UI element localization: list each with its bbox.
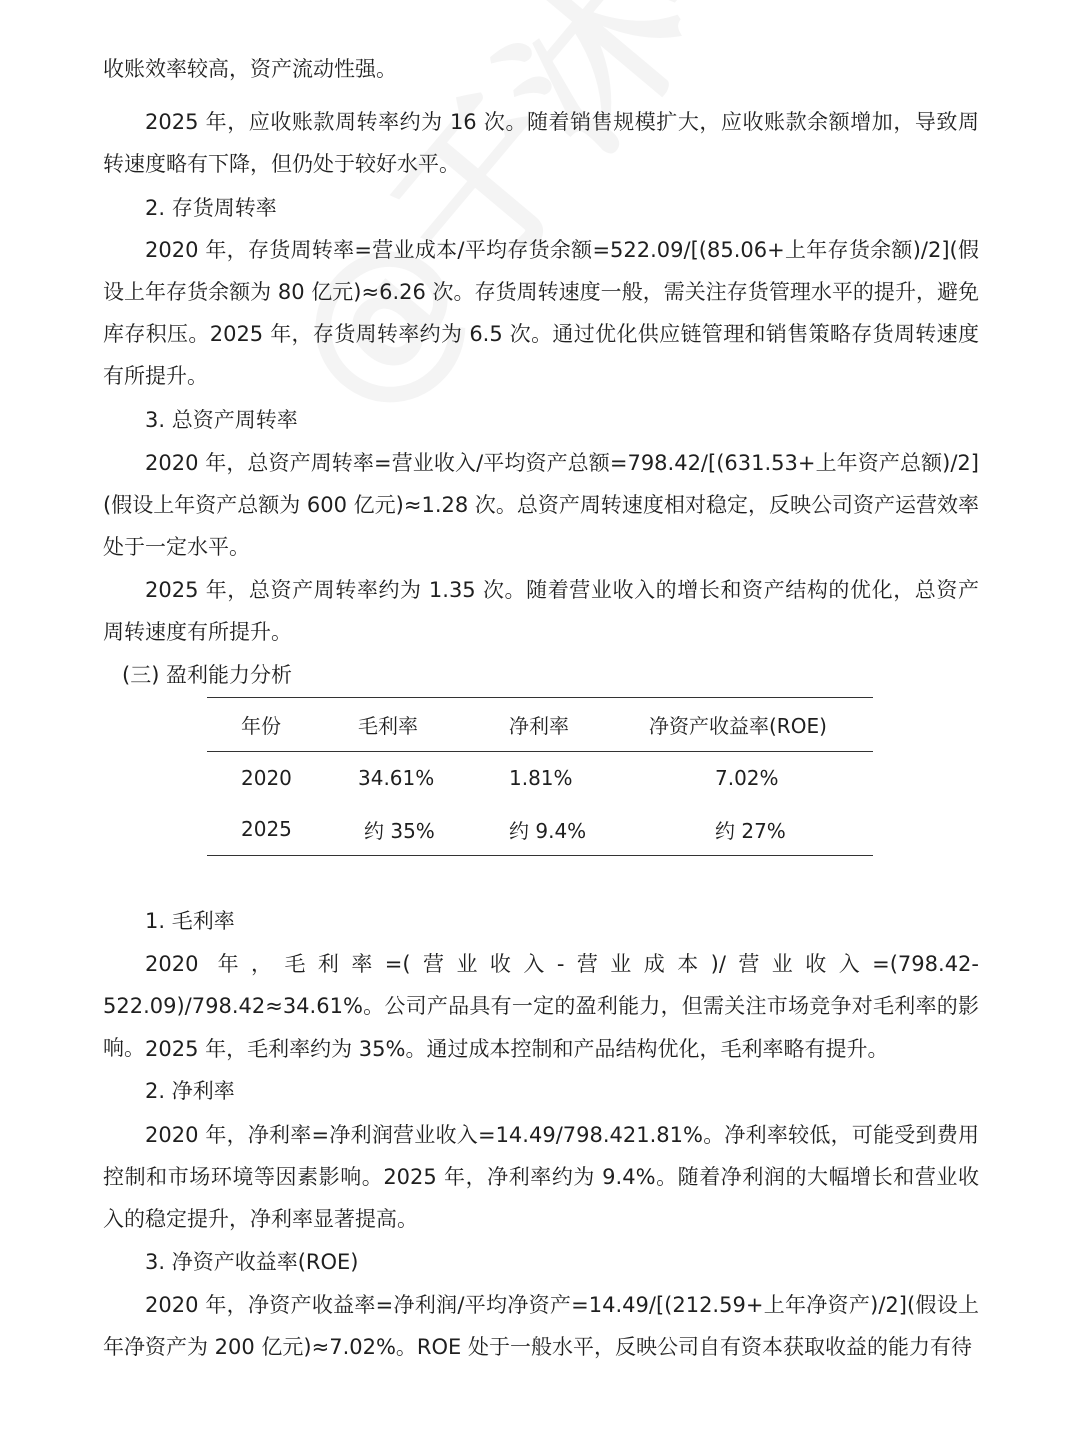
table-cell-gross-margin: 34.61%: [358, 765, 435, 790]
table-cell-year: 2025: [241, 817, 292, 842]
paragraph-net-margin: 2020 年，净利率=净利润营业收入=14.49/798.421.81%。净利率较低，可能受到费用控制和市场环境等因素影响。2025 年，净利率约为 9.4%。随着净利润的大幅增长和营业收入的稳定提升，净利率显著提高。: [103, 1123, 979, 1231]
table-cell-net-margin: 约 9.4%: [509, 818, 587, 843]
column-header-net-margin: 净利率: [509, 714, 569, 738]
table-cell-net-margin: 1.81%: [509, 765, 573, 790]
heading-net-margin: 2. 净利率: [145, 1079, 235, 1103]
table-cell-gross-margin: 约 35%: [364, 818, 435, 843]
heading-profitability-analysis: (三) 盈利能力分析: [122, 663, 293, 687]
profitability-table: [207, 697, 873, 856]
paragraph-gross-margin-2020: 2020 年，毛利率=(营业收入-营业成本)/营业收入=(798.42-522.09)/798.42≈34.61%。公司产品具有一定的盈利能力，但需关注市场竞争对毛利率的影响。: [103, 952, 979, 1060]
column-header-gross-margin: 毛利率: [358, 714, 418, 738]
paragraph-roe: 2020 年，净资产收益率=净利润/平均净资产=14.49/[(212.59+上年净资产)/2](假设上年净资产为 200 亿元)≈7.02%。ROE 处于一般水平，反映公司自有资本获取收益的能力有待: [103, 1293, 979, 1359]
column-header-year: 年份: [241, 714, 281, 738]
paragraph-receivables-2025: 2025 年，应收账款周转率约为 16 次。随着销售规模扩大，应收账款余额增加，导致周转速度略有下降，但仍处于较好水平。: [103, 110, 979, 176]
heading-roe: 3. 净资产收益率(ROE): [145, 1250, 359, 1274]
table-cell-roe: 7.02%: [715, 765, 779, 790]
paragraph-receivables-efficiency: 收账效率较高，资产流动性强。: [103, 57, 397, 81]
heading-inventory-turnover: 2. 存货周转率: [145, 196, 277, 220]
paragraph-gross-margin-2025: 2025 年，毛利率约为 35%。通过成本控制和产品结构优化，毛利率略有提升。: [145, 1037, 889, 1061]
table-cell-roe: 约 27%: [715, 818, 786, 843]
table-header-row: [207, 698, 873, 752]
table-cell-year: 2020: [241, 765, 292, 790]
paragraph-total-asset-2025: 2025 年，总资产周转率约为 1.35 次。随着营业收入的增长和资产结构的优化，总资产周转速度有所提升。: [103, 578, 979, 644]
paragraph-total-asset-2020: 2020 年，总资产周转率=营业收入/平均资产总额=798.42/[(631.53+上年资产总额)/2](假设上年资产总额为 600 亿元)≈1.28 次。总资产周转速度相对稳定，反映公司资产运营效率处于一定水平。: [103, 451, 979, 559]
table-row: [207, 752, 873, 804]
paragraph-inventory-turnover: 2020 年，存货周转率=营业成本/平均存货余额=522.09/[(85.06+上年存货余额)/2](假设上年存货余额为 80 亿元)≈6.26 次。存货周转速度一般，需关注存货管理水平的提升，避免库存积压。2025 年，存货周转率约为 6.5 次。通过优化供应链管理和销售策略存货周转速度有所提升。: [103, 238, 979, 388]
table-row: [207, 804, 873, 856]
heading-total-asset-turnover: 3. 总资产周转率: [145, 408, 298, 432]
column-header-roe: 净资产收益率(ROE): [649, 714, 827, 738]
heading-gross-margin: 1. 毛利率: [145, 909, 235, 933]
